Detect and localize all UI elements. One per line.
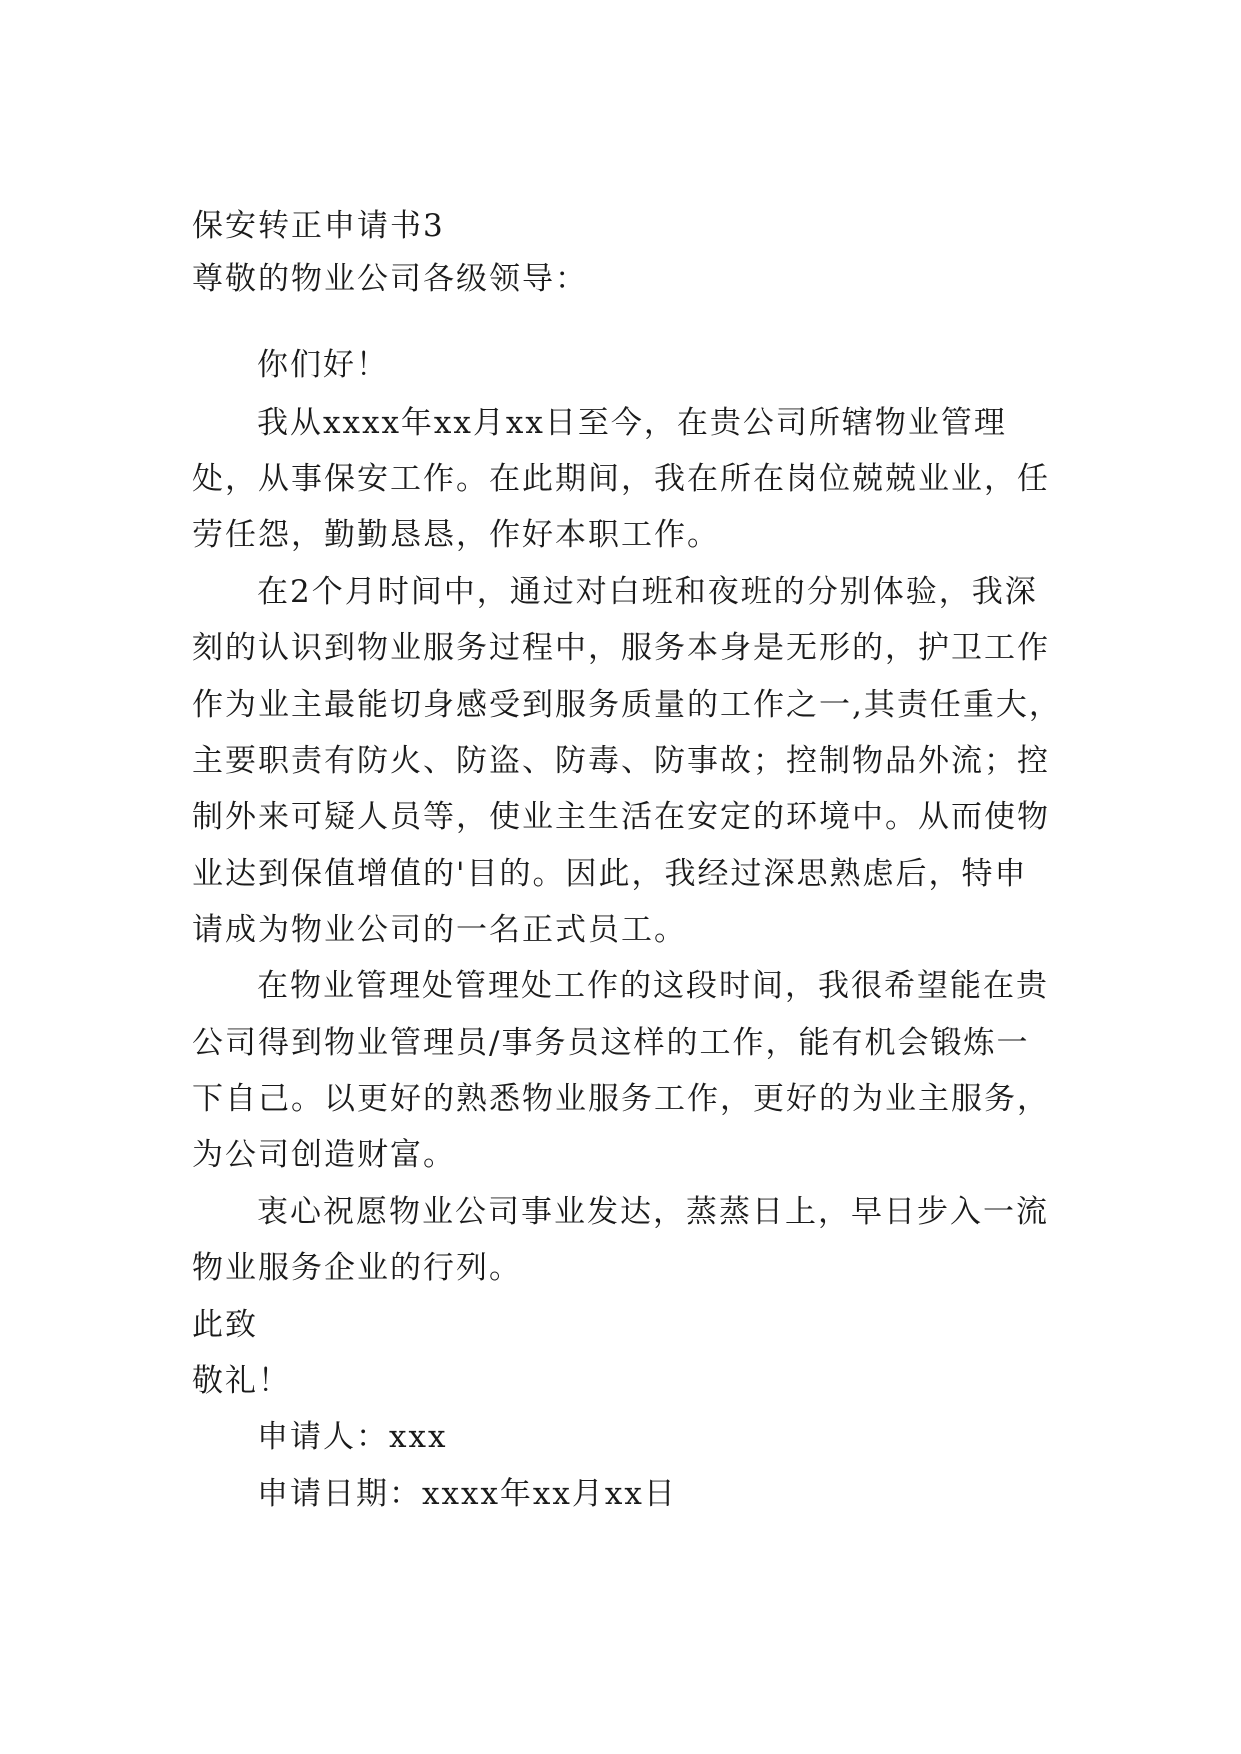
paragraph-line: 为公司创造财富。: [192, 1137, 456, 1173]
applicant-line: 申请人：xxx: [257, 1419, 448, 1455]
paragraph-line: 业达到保值增值的'目的。因此，我经过深思熟虑后，特申: [192, 856, 1028, 892]
paragraph-line: 公司得到物业管理员/事务员这样的工作，能有机会锻炼一: [192, 1025, 1030, 1061]
paragraph-line: 刻的认识到物业服务过程中，服务本身是无形的，护卫工作: [192, 630, 1050, 666]
document-title: 保安转正申请书3: [192, 208, 445, 244]
paragraph-line: 主要职责有防火、防盗、防毒、防事故；控制物品外流；控: [192, 743, 1050, 779]
paragraph-line: 制外来可疑人员等，使业主生活在安定的环境中。从而使物: [192, 799, 1050, 835]
paragraph-line: 处，从事保安工作。在此期间，我在所在岗位兢兢业业，任: [192, 461, 1050, 497]
salutation: 尊敬的物业公司各级领导：: [192, 261, 588, 297]
paragraph-line: 在2个月时间中，通过对白班和夜班的分别体验，我深: [257, 574, 1038, 610]
date-line: 申请日期：xxxx年xx月xx日: [257, 1476, 677, 1512]
paragraph-line: 我从xxxx年xx月xx日至今，在贵公司所辖物业管理: [257, 405, 1007, 441]
closing-line-1: 此致: [192, 1307, 258, 1343]
paragraph-line: 请成为物业公司的一名正式员工。: [192, 912, 687, 948]
paragraph-line: 物业服务企业的行列。: [192, 1250, 522, 1286]
closing-line-2: 敬礼！: [192, 1363, 291, 1399]
paragraph-line: 劳任怨，勤勤恳恳，作好本职工作。: [192, 517, 720, 553]
paragraph-line: 下自己。以更好的熟悉物业服务工作，更好的为业主服务，: [192, 1081, 1050, 1117]
paragraph-line: 衷心祝愿物业公司事业发达，蒸蒸日上，早日步入一流: [257, 1194, 1049, 1230]
greeting: 你们好！: [257, 347, 389, 383]
paragraph-line: 作为业主最能切身感受到服务质量的工作之一,其责任重大，: [192, 687, 1062, 723]
paragraph-line: 在物业管理处管理处工作的这段时间，我很希望能在贵: [257, 968, 1049, 1004]
